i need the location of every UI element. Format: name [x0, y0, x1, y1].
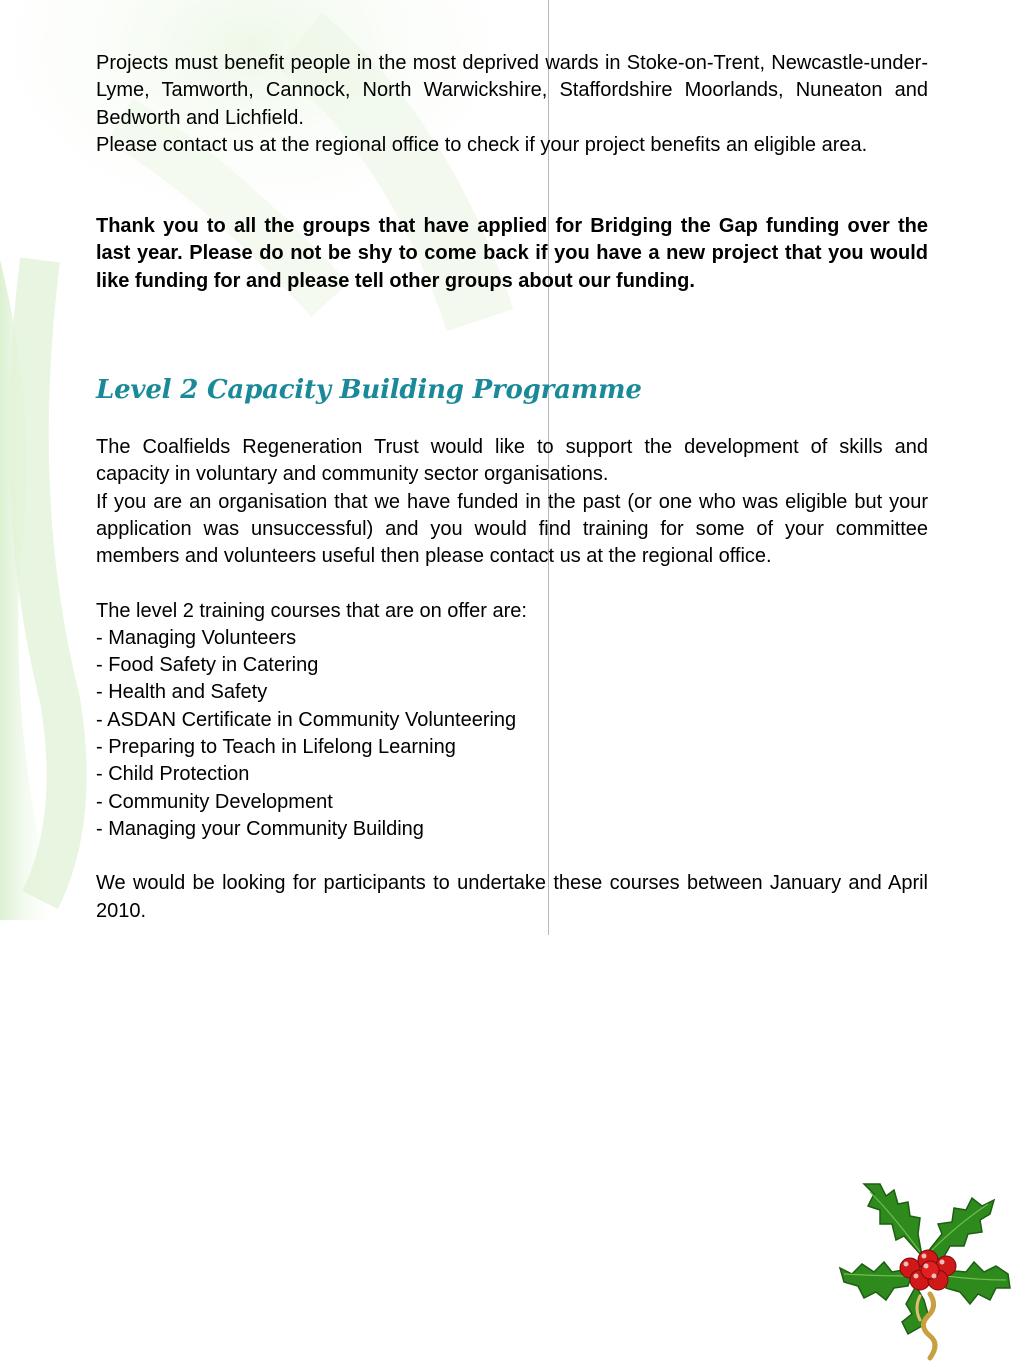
contact-paragraph: Please contact us at the regional office to check if your project benefits an eligible area. — [96, 133, 868, 156]
courses-intro: The level 2 training courses that are on offer are: — [96, 599, 527, 622]
list-item: - ASDAN Certificate in Community Volunteering — [96, 708, 517, 731]
closing-paragraph: We would be looking for participants to undertake these courses between January and April 2010. — [96, 872, 928, 922]
holly-icon — [834, 1176, 1014, 1361]
list-item: - Managing Volunteers — [96, 626, 297, 649]
eligibility-training-paragraph: If you are an organisation that we have funded in the past (or one who was eligible but your application was unsuccessful) and you would find training for some of your committee members and volunteers useful then please contact us at the regional office. — [96, 490, 928, 568]
list-item: - Health and Safety — [96, 681, 268, 704]
list-item: - Food Safety in Catering — [96, 654, 319, 677]
eligibility-paragraph: Projects must benefit people in the most deprived wards in Stoke-on-Trent, Newcastle-under-Lyme, Tamworth, Cannock, North Warwickshire, Staffordshire Moorlands, Nuneaton and Bedworth and Lichfield. — [96, 52, 928, 129]
list-item: - Community Development — [96, 790, 333, 813]
list-item: - Preparing to Teach in Lifelong Learning — [96, 736, 456, 759]
list-item: - Managing your Community Building — [96, 817, 424, 840]
section-heading: Level 2 Capacity Building Programme — [96, 375, 642, 406]
document-body — [96, 50, 928, 925]
courses-list — [96, 625, 928, 843]
list-item: - Child Protection — [96, 763, 250, 786]
support-paragraph: The Coalfields Regeneration Trust would like to support the development of skills and capacity in voluntary and community sector organisations. — [96, 436, 928, 486]
thanks-paragraph: Thank you to all the groups that have applied for Bridging the Gap funding over the last year. Please do not be shy to come back if you have a new project that you would like funding for and please tell other groups about our funding. — [96, 215, 928, 292]
